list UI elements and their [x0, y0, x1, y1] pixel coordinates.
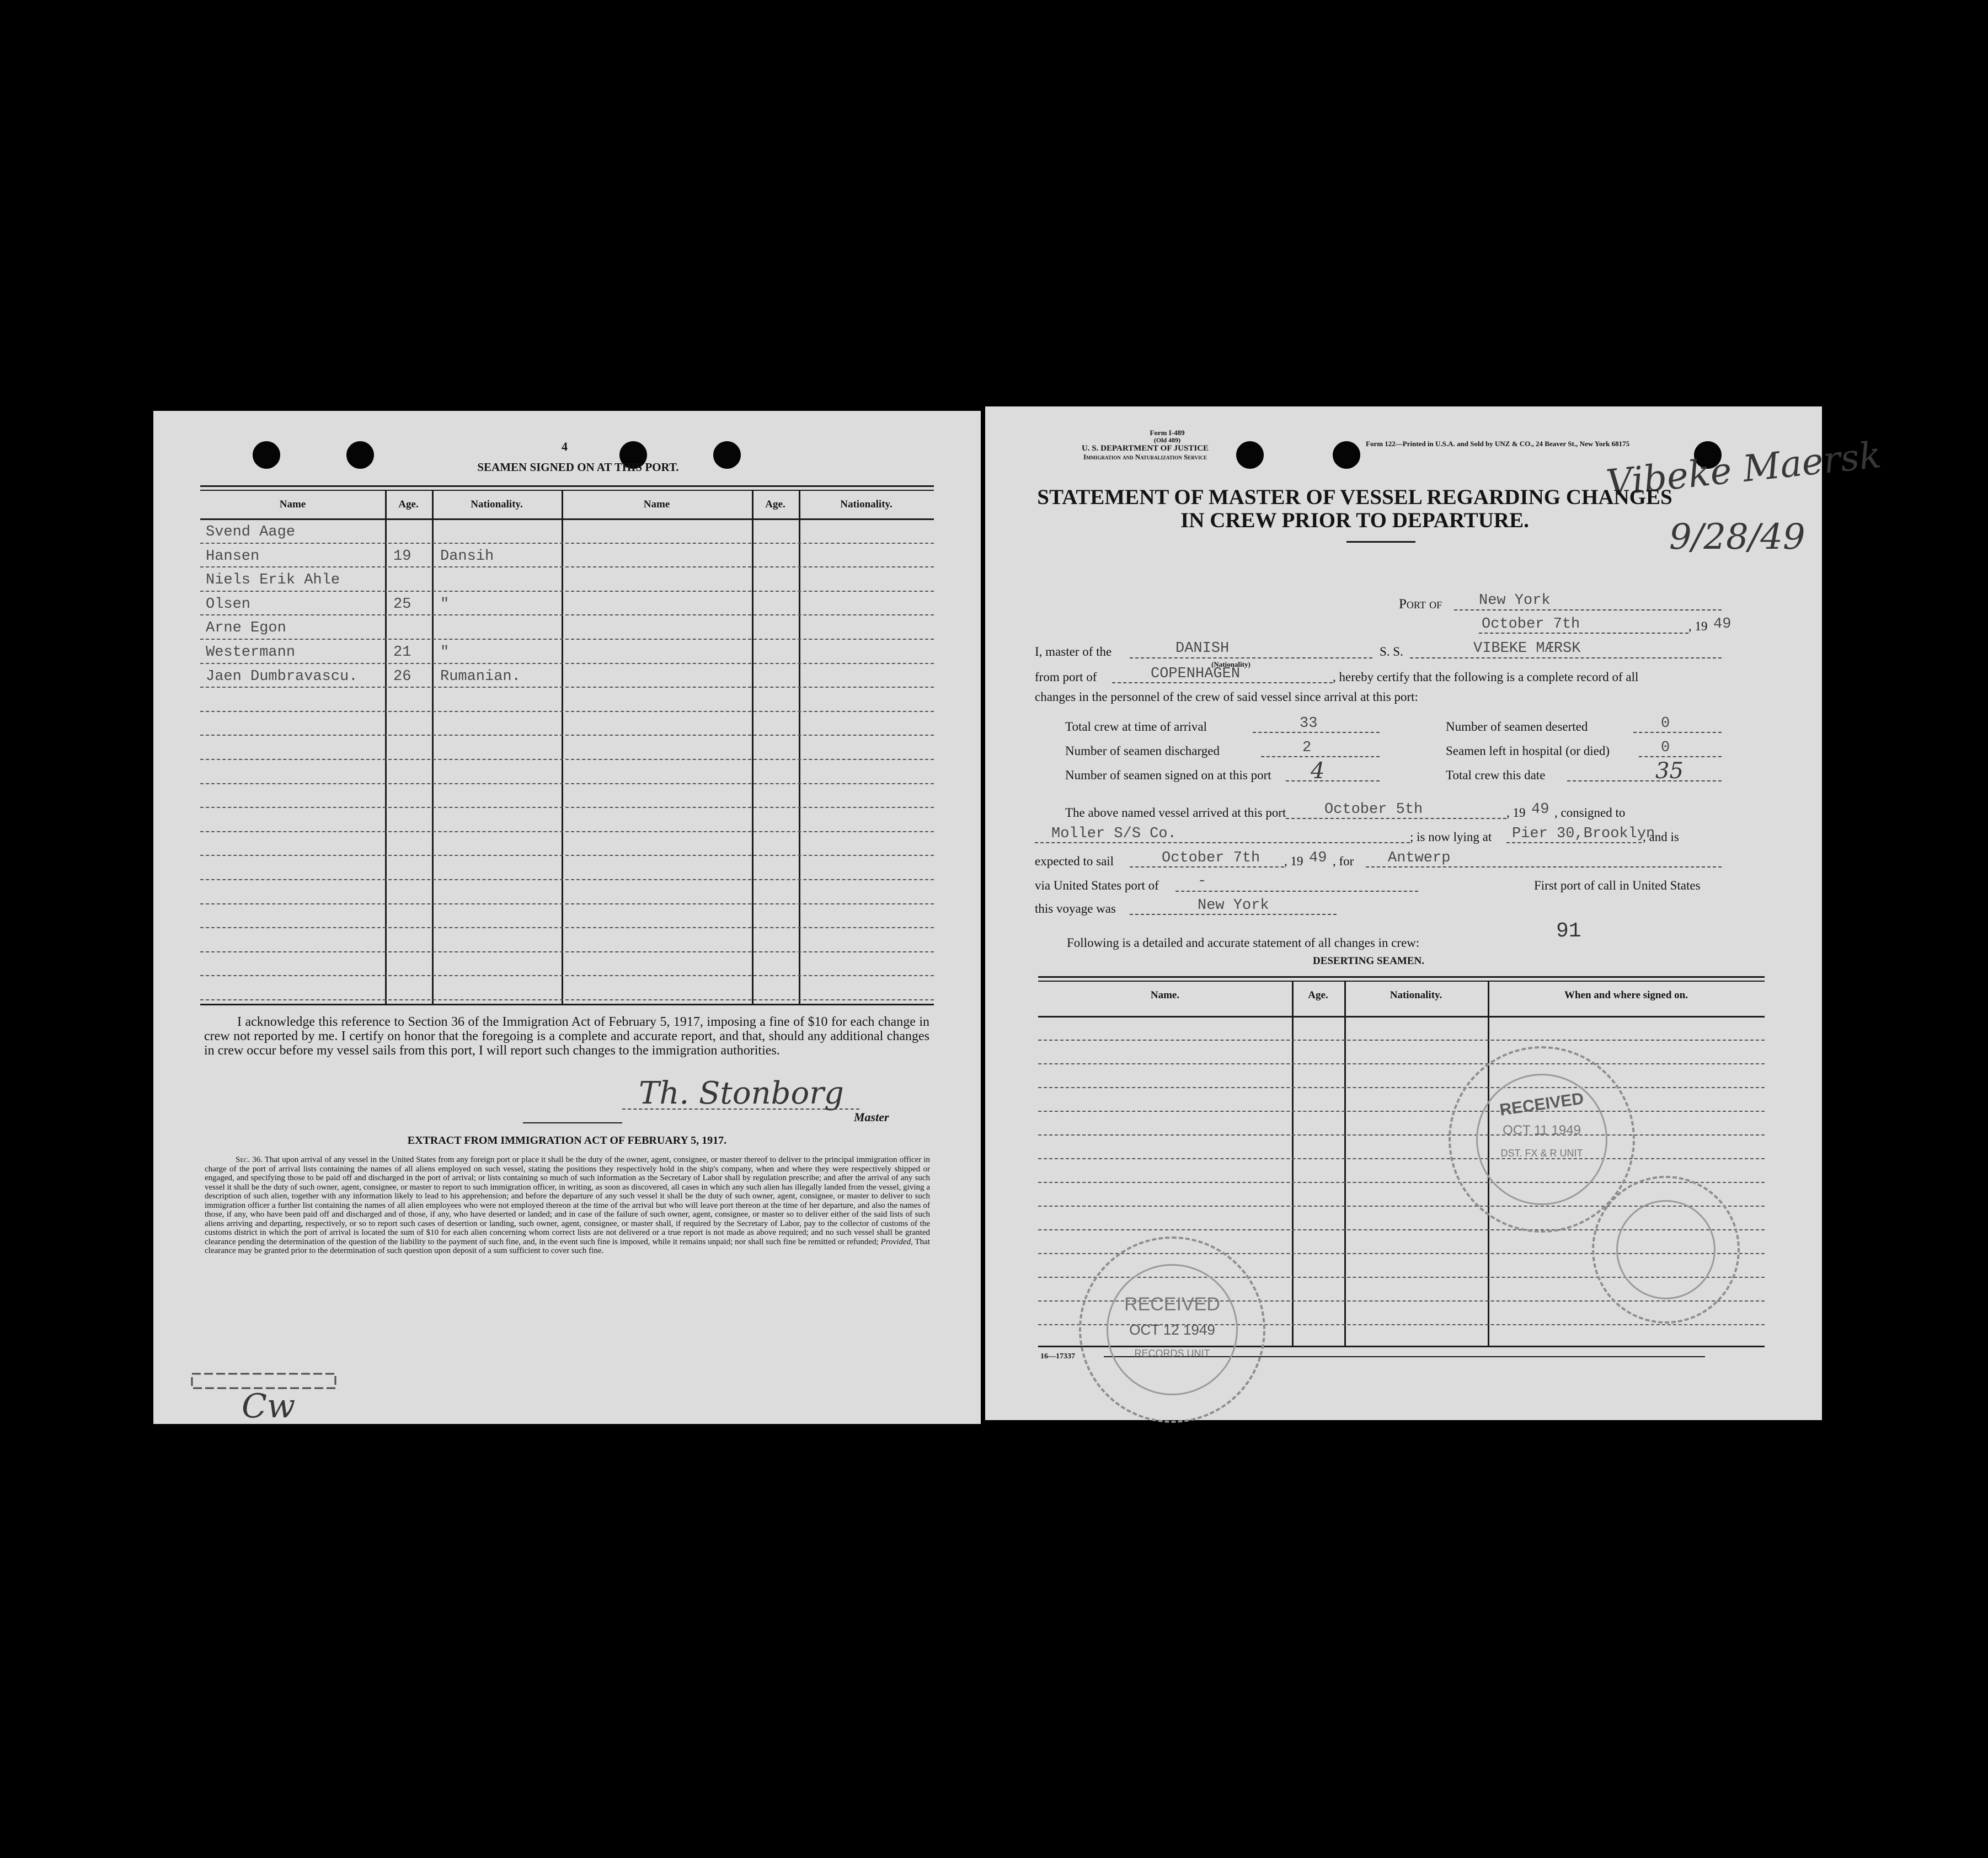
- row-rule: [200, 687, 934, 688]
- discharged-label: Number of seamen discharged: [1065, 744, 1220, 758]
- master-label: Master: [854, 1110, 889, 1124]
- row-rule: [200, 783, 934, 784]
- row-rule: [200, 831, 934, 832]
- voyage-value: New York: [1198, 897, 1269, 914]
- arrived-label: The above named vessel arrived at this port: [1065, 806, 1286, 820]
- form-title-line2: IN CREW PRIOR TO DEPARTURE.: [1180, 508, 1529, 532]
- total-date-label: Total crew this date: [1446, 768, 1546, 782]
- row-rule: [200, 663, 934, 664]
- seaman-age: 25: [393, 596, 412, 613]
- consigned-label: , consigned to: [1554, 806, 1626, 820]
- deserted-label: Number of seamen deserted: [1446, 720, 1588, 733]
- form-footer-number: 16—17337: [1040, 1352, 1075, 1361]
- extract-title: EXTRACT FROM IMMIGRATION ACT OF FEBRUARY 5, 1917.: [407, 1134, 727, 1147]
- row-rule: [200, 711, 934, 712]
- seaman-name: Olsen: [206, 596, 251, 613]
- extract-body: That upon arrival of any vessel in the United States from any foreign port or place it shall be the duty of the owner, agent, consignee, or master thereof to deliver to the principal immigration officer in charge of the port of arrival lists containing the names of all aliens employed on such vessel, stating the positions they respectively hold in the ship's company, when and where they were respectively shipped or engaged, and specifying those to be paid off and discharged in the port of arrival; or lists containing so much of such information as the Secretary of Labor shall by regulation prescribe; and after the arrival of any such vessel it shall be the duty of such owner, agent, consignee, or master to report to such immigration officer, in writing, as soon as discovered, all cases in which any such alien has illegally landed from the vessel, giving a description of such alien, together with any information likely to lead to his apprehension; and before the departure of any such vessel it shall be the duty of such owner, agent, consignee, or master to deliver to such immigration officer a further list containing the names of all alien employees who were not employed thereon at the time of the arrival but who will leave port thereon at the time of her departure, and also the names of those, if any, who have been paid off and discharged and of those, if any, who have deserted or landed; and in case of the failure of such owner, agent, consignee, or master so to deliver either of the said lists of such aliens arriving and departing, respectively, or so to report such cases of desertion or landing, such owner, agent, consignee, or master shall, if required by the Secretary of Labor, pay to the collector of customs of the customs district in which the port of arrival is located the sum of $10 for each alien concerning whom correct lists are not delivered or a true report is not made as above required; and no such vessel shall be granted clearance pending the determination of the question of the liability to the payment of such fine, and, in the event such fine is imposed, while it remains unpaid; nor shall such fine be remitted or refunded;: [205, 1155, 931, 1246]
- seaman-age: 21: [393, 644, 412, 661]
- arrived-year-prefix: , 19: [1506, 806, 1526, 820]
- lying-at-value: Pier 30,Brooklyn: [1512, 826, 1655, 842]
- received-stamp-1: RECEIVED OCT 11 1949 DST. FX & R UNIT: [1449, 1046, 1635, 1233]
- seaman-age: 26: [393, 668, 412, 685]
- row-rule: [1038, 1134, 1765, 1136]
- expected-label: expected to sail: [1035, 854, 1114, 868]
- total-arrival-label: Total crew at time of arrival: [1065, 720, 1207, 733]
- nationality-value: DANISH: [1175, 640, 1230, 657]
- seaman-nationality: Dansih: [440, 548, 494, 565]
- punch-hole: [346, 441, 374, 469]
- punch-hole: [1333, 441, 1360, 469]
- handwritten-vessel-name: Vibeke Maersk: [1604, 433, 1884, 505]
- seaman-age: 19: [393, 548, 412, 565]
- expected-year-prefix: , 19: [1284, 854, 1303, 868]
- row-rule: [1038, 1158, 1765, 1159]
- row-rule: [200, 543, 934, 544]
- destination-value: Antwerp: [1388, 850, 1451, 866]
- via-label: via United States port of: [1035, 879, 1159, 892]
- from-port-value: COPENHAGEN: [1151, 666, 1241, 682]
- expected-year-value: 49: [1309, 850, 1327, 866]
- seaman-nationality: ": [440, 644, 450, 661]
- deserting-seamen-title: DESERTING SEAMEN.: [1312, 955, 1425, 967]
- row-rule: [200, 566, 934, 567]
- date-value: October 7th: [1482, 616, 1580, 633]
- desert-col-header-name: Name.: [1150, 989, 1180, 1001]
- year-value: 49: [1713, 616, 1732, 633]
- received-stamp-2: RECEIVED OCT 12 1949 RECORDS UNIT: [1079, 1236, 1265, 1423]
- deserted-value: 0: [1661, 715, 1670, 732]
- extract-end: That clearance may be granted prior to the determination of such question upon deposit of a sum sufficient to cover such fine.: [205, 1237, 930, 1255]
- seaman-name: Arne Egon: [206, 620, 286, 637]
- total-date-value: 35: [1655, 758, 1684, 784]
- page-number: 4: [562, 440, 568, 453]
- arrived-value: October 5th: [1324, 801, 1423, 818]
- printer-line: Form 122—Printed in U.S.A. and Sold by UNZ & CO., 24 Beaver St., New York 68175: [1366, 440, 1630, 448]
- signed-on-label: Number of seamen signed on at this port: [1065, 768, 1271, 782]
- row-rule: [1038, 1111, 1765, 1112]
- seaman-nationality: ": [440, 596, 450, 613]
- row-rule: [1038, 1063, 1765, 1064]
- row-rule: [200, 999, 934, 1000]
- changes-number: 91: [1556, 919, 1581, 943]
- row-rule: [200, 614, 934, 615]
- row-rule: [200, 903, 934, 904]
- extract-provided: Provided,: [880, 1237, 913, 1246]
- row-rule: [200, 879, 934, 880]
- desert-col-header-signed-on: When and where signed on.: [1564, 989, 1688, 1001]
- extract-section: Sec. 36.: [236, 1155, 263, 1164]
- seaman-nationality: Rumanian.: [440, 668, 521, 685]
- corner-handwritten-initials: Cw: [242, 1387, 296, 1426]
- discharged-value: 2: [1302, 740, 1312, 756]
- row-rule: [200, 951, 934, 952]
- service-name: Immigration and Naturalization Service: [1083, 453, 1207, 461]
- and-is-label: , and is: [1643, 830, 1679, 844]
- row-rule: [200, 735, 934, 736]
- seaman-name: Svend Aage: [206, 524, 296, 540]
- row-rule: [1038, 1040, 1765, 1041]
- row-rule: [200, 759, 934, 760]
- master-of-label: I, master of the: [1035, 645, 1112, 658]
- year-prefix: , 19: [1688, 619, 1708, 633]
- col-header-age: Age.: [398, 499, 419, 510]
- row-rule: [200, 639, 934, 640]
- left-page: [153, 411, 981, 1424]
- desert-col-header-nationality: Nationality.: [1390, 989, 1442, 1001]
- master-signature: Th. Stonborg: [639, 1075, 844, 1111]
- arrived-year-value: 49: [1531, 801, 1549, 818]
- signed-on-value: 4: [1311, 758, 1325, 784]
- col-header-name-2: Name: [643, 499, 670, 510]
- seaman-name: Niels Erik Ahle: [206, 572, 340, 589]
- col-header-age-2: Age.: [765, 499, 785, 510]
- hospital-label: Seamen left in hospital (or died): [1446, 744, 1610, 758]
- right-page: [985, 406, 1884, 1420]
- seaman-name: Hansen: [206, 548, 260, 565]
- total-arrival-value: 33: [1300, 715, 1318, 732]
- acknowledgement-text: I acknowledge this reference to Section 36 of the Immigration Act of February 5, 1917, imposing a fine of $10 for each change in crew not reported by me. I certify on honor that the foregoing is a complete and accurate report, and that, should any additional changes in crew occur before my vessel sails from this port, I will report such changes to the immigration authorities.: [204, 1015, 929, 1058]
- vessel-value: VIBEKE MÆRSK: [1473, 640, 1581, 657]
- col-header-name: Name: [279, 499, 306, 510]
- punch-hole: [713, 441, 741, 469]
- handwritten-date: 9/28/49: [1669, 517, 1805, 558]
- hospital-value: 0: [1661, 740, 1670, 756]
- desert-col-header-age: Age.: [1308, 989, 1328, 1001]
- circular-stamp-3: [1592, 1176, 1740, 1324]
- lying-at-label: ; is now lying at: [1410, 830, 1492, 844]
- first-port-label: First port of call in United States: [1534, 879, 1701, 892]
- via-value: -: [1198, 873, 1207, 890]
- form-title-line1: STATEMENT OF MASTER OF VESSEL REGARDING CHANGES: [1037, 485, 1672, 509]
- punch-hole: [253, 441, 280, 469]
- nationality-caption: (Nationality): [1211, 660, 1250, 668]
- department: U. S. DEPARTMENT OF JUSTICE: [1081, 444, 1209, 453]
- col-header-nationality: Nationality.: [471, 499, 523, 510]
- seaman-name: Jaen Dumbravascu.: [206, 668, 358, 685]
- row-rule: [1038, 1087, 1765, 1088]
- row-rule: [200, 807, 934, 808]
- ss-label: S. S.: [1380, 645, 1403, 658]
- expected-value: October 7th: [1162, 850, 1260, 866]
- form-number: Form I-489: [1150, 429, 1185, 437]
- row-rule: [200, 855, 934, 856]
- section-title: SEAMEN SIGNED ON AT THIS PORT.: [477, 461, 679, 474]
- certify-text: , hereby certify that the following is a complete record of all: [1333, 670, 1639, 684]
- row-rule: [200, 975, 934, 976]
- certify-text-line2: changes in the personnel of the crew of said vessel since arrival at this port:: [1035, 690, 1418, 704]
- seaman-name: Westermann: [206, 644, 296, 661]
- row-rule: [200, 927, 934, 928]
- consignee-value: Moller S/S Co.: [1051, 826, 1177, 842]
- from-port-label: from port of: [1035, 670, 1097, 684]
- following-label: Following is a detailed and accurate statement of all changes in crew:: [1067, 936, 1420, 950]
- for-label: , for: [1333, 854, 1354, 868]
- port-of-value: New York: [1479, 592, 1551, 609]
- seamen-signed-on-table: [200, 485, 934, 1004]
- port-of-label: Port of: [1399, 597, 1442, 612]
- extract-text: [205, 1155, 930, 1256]
- voyage-label: this voyage was: [1035, 902, 1116, 915]
- old-form-number: (Old 489): [1153, 436, 1181, 444]
- col-header-nationality-2: Nationality.: [840, 499, 893, 510]
- row-rule: [200, 591, 934, 592]
